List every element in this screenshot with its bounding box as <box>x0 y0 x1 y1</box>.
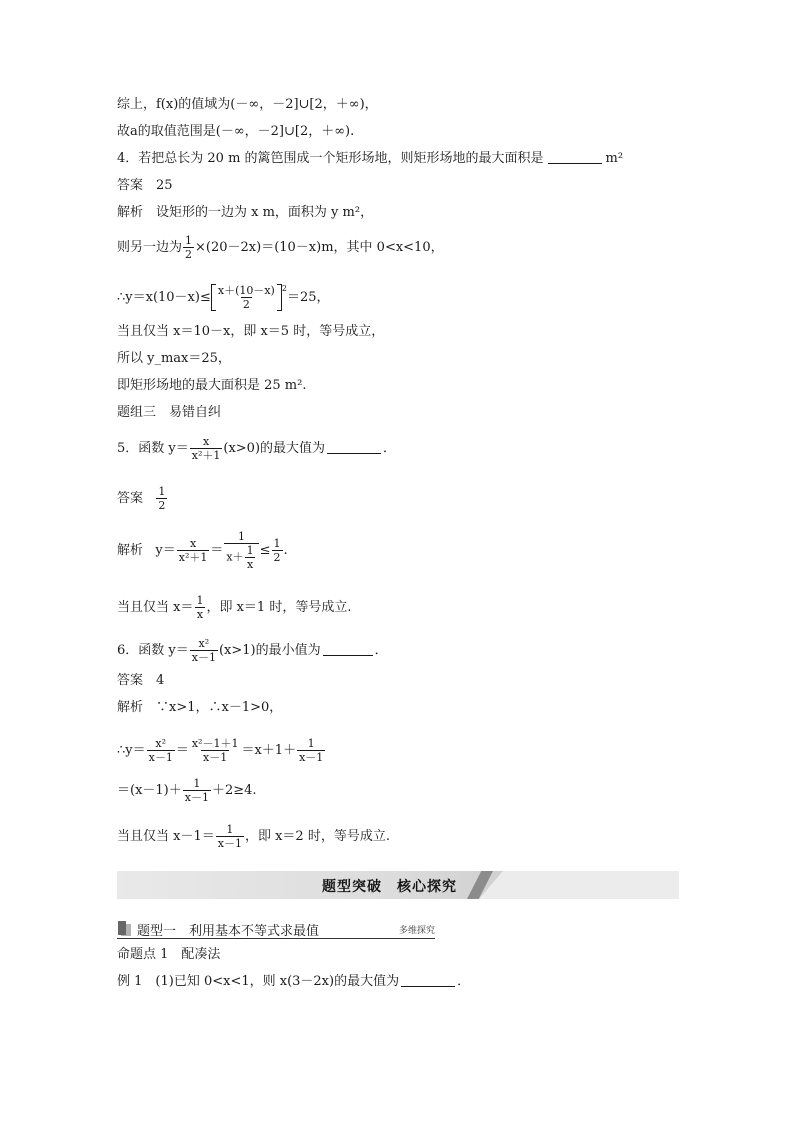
text: ×(20－2x)＝(10－x)m，其中 0<x<10， <box>195 240 444 255</box>
denominator: x－1 <box>191 651 216 664</box>
numerator: x²－1＋1 <box>191 737 239 750</box>
denominator: x－1 <box>217 837 242 850</box>
question-4 <box>117 150 623 168</box>
solution-line <box>117 594 351 621</box>
solution-line <box>117 234 444 261</box>
solution-line: 所以 y_max＝25， <box>117 351 231 366</box>
text: ＝x＋1＋ <box>241 743 297 758</box>
fraction <box>190 637 218 664</box>
text: (x>0)的最大值为 <box>223 441 326 456</box>
proposition-heading: 命题点 1 配凑法 <box>117 947 221 962</box>
denominator: 2 <box>273 551 281 564</box>
text: 6．函数 y＝ <box>117 643 189 658</box>
text: 则另一边为 <box>117 240 183 255</box>
text-line: 故a的取值范围是(－∞，－2]∪[2，＋∞). <box>117 124 355 139</box>
text: ，即 x＝1 时，等号成立. <box>206 600 352 615</box>
denominator: x²＋1 <box>178 551 208 564</box>
numerator: x <box>189 537 197 550</box>
answer-line: 答案 25 <box>117 178 173 193</box>
text: ＝(x－1)＋ <box>117 783 182 798</box>
text: 当且仅当 x－1＝ <box>117 829 215 844</box>
fraction <box>190 737 241 764</box>
unit-text: m² <box>605 151 624 166</box>
numerator: 1 <box>158 485 166 498</box>
denominator: 2 <box>185 248 193 261</box>
fraction <box>194 594 205 621</box>
numerator: 1 <box>185 234 193 247</box>
text-line: 综上，f(x)的值域为(－∞，－2]∪[2，＋∞)， <box>117 97 378 112</box>
answer-line: 答案 4 <box>117 673 165 688</box>
text: 答案 <box>117 491 144 506</box>
answer-blank <box>548 151 602 164</box>
example-1: 例 1 (1)已知 0<x<1，则 x(3－2x)的最大值为 ． <box>117 974 471 989</box>
denominator: x <box>196 608 204 621</box>
denominator: x＋ $\frac{1}{x}$ <box>224 543 258 571</box>
solution-line: 解析 y＝ $\frac{x}{\text{x²＋1}}$ ＝ 1 x＋ $\frac{1}{x}$ ≤ $\frac{1}{2}$ . <box>117 530 288 571</box>
solution-line: 即矩形场地的最大面积是 25 m². <box>117 378 307 393</box>
fraction <box>216 823 244 850</box>
denominator: x－1 <box>299 751 324 764</box>
denominator: x²＋1 <box>191 449 221 462</box>
denominator: 2 <box>242 298 250 311</box>
text: ＝25， <box>286 290 330 305</box>
text: ＋2≥4. <box>211 783 257 798</box>
text: 解析 <box>117 543 144 558</box>
text: ∴y＝x(10－x)≤ <box>117 290 211 305</box>
answer-blank <box>327 441 381 454</box>
topic-tag: 多维探究 <box>398 926 435 936</box>
numerator: x² <box>155 737 167 750</box>
solution-line <box>117 823 390 850</box>
denominator: x－1 <box>184 791 209 804</box>
numerator: 1 <box>238 530 246 543</box>
fraction <box>272 537 283 564</box>
solution-line: ∴y＝x(10－x)≤ $\frac{x+(10-x)}{2}$ $^2$＝25， <box>117 284 330 311</box>
answer-blank <box>401 974 455 987</box>
numerator: 1 <box>196 594 204 607</box>
fraction <box>297 737 325 764</box>
text: 例 1 (1)已知 0<x<1，则 x(3－2x)的最大值为 <box>117 974 400 989</box>
solution-line: 解析 ∵x>1，∴x－1>0， <box>117 700 283 715</box>
numerator: 1 <box>307 737 315 750</box>
question-5: 5．函数 y＝ $\frac{x}{\text{x²＋1}}$ (x>0)的最大值为 ． <box>117 435 397 462</box>
numerator: x＋(10－x) <box>217 284 275 297</box>
square-bracket <box>211 284 282 311</box>
question-6: 6．函数 y＝ $\frac{\text{x²}}{x-1}$ (x>1)的最小值为 ． <box>117 637 388 664</box>
group-heading: 题组三 易错自纠 <box>117 405 222 420</box>
question-text: 4．若把总长为 20 m 的篱笆围成一个矩形场地，则矩形场地的最大面积是 <box>117 151 544 166</box>
solution-line: ∴y＝ $\frac{\text{x²}}{x-1}$ ＝ $\frac{\text{x²－1＋1}}{x-1}$ ＝x＋1＋ $\frac{1}{x-1}$ <box>117 737 324 764</box>
text: ，即 x＝2 时，等号成立. <box>244 829 390 844</box>
fraction <box>183 777 211 804</box>
denominator: x－1 <box>203 751 228 764</box>
banner-title: 题型突破 核心探究 <box>322 879 457 895</box>
fraction <box>216 284 277 311</box>
numerator: x <box>202 435 210 448</box>
numerator: 1 <box>193 777 201 790</box>
denominator: x－1 <box>148 751 173 764</box>
solution-line: 当且仅当 x＝10－x，即 x＝5 时，等号成立， <box>117 324 385 339</box>
answer-blank <box>323 643 373 656</box>
fraction <box>177 537 210 564</box>
text: 5．函数 y＝ <box>117 441 189 456</box>
numerator: x² <box>198 637 210 650</box>
fraction <box>183 234 194 261</box>
topic-title: 题型一 利用基本不等式求最值 <box>137 924 320 939</box>
solution-line <box>117 777 257 804</box>
section-banner <box>117 871 679 899</box>
answer-line <box>117 485 168 512</box>
fraction <box>190 435 223 462</box>
denominator: 2 <box>158 499 166 512</box>
nested-fraction: $\frac{1}{x}$ <box>246 544 254 571</box>
numerator: 1 <box>273 537 281 550</box>
text: 当且仅当 x＝ <box>117 600 194 615</box>
text: y＝ <box>155 543 176 558</box>
fraction <box>147 737 175 764</box>
solution-line: 解析 设矩形的一边为 x m，面积为 y m²， <box>117 205 374 220</box>
text: ∴y＝ <box>117 743 146 758</box>
fraction <box>224 530 258 571</box>
topic-header <box>117 920 435 939</box>
text: (x>1)的最小值为 <box>218 643 321 658</box>
topic-marker-icon <box>118 921 126 935</box>
fraction <box>156 485 167 512</box>
numerator: 1 <box>226 823 234 836</box>
